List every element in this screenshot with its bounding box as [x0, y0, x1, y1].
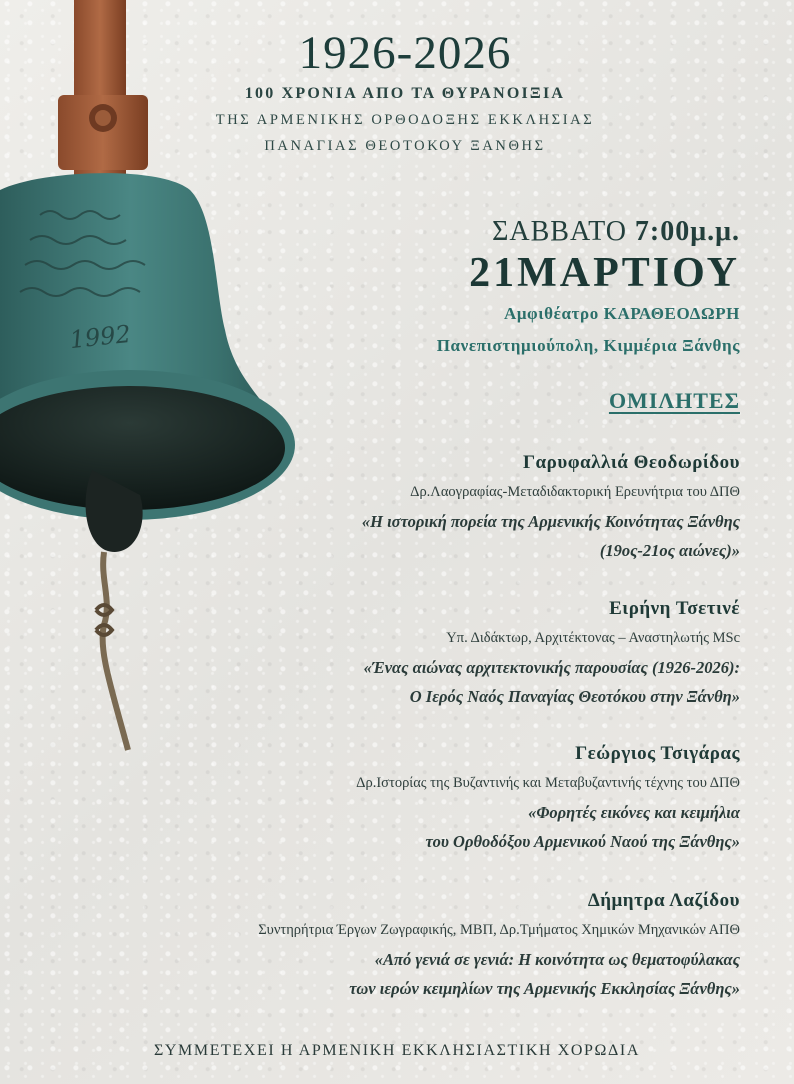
talk-line-1: «Φορητές εικόνες και κειμήλια — [528, 803, 740, 822]
poster-header — [130, 28, 680, 155]
event-day-time — [492, 216, 740, 248]
speaker-role: Υπ. Διδάκτωρ, Αρχιτέκτονας – Αναστηλωτής MSc — [446, 630, 740, 646]
speakers-heading: ΟΜΙΛΗΤΕΣ — [608, 388, 740, 413]
anniversary-years: 1926-2026 — [298, 27, 512, 79]
header-line-1: 100 ΧΡΟΝΙΑ ΑΠΟ ΤΑ ΘΥΡΑΝΟΙΞΙΑ — [244, 85, 566, 102]
speaker-name: Ειρήνη Τσετινέ — [609, 598, 740, 619]
speaker-name: Δήμητρα Λαζίδου — [587, 890, 740, 911]
header-line-3: ΠΑΝΑΓΙΑΣ ΘΕΟΤΟΚΟΥ ΞΑΝΘΗΣ — [264, 138, 546, 154]
talk-line-2: (19ος-21ος αιώνες)» — [599, 541, 740, 560]
talk-line-2: του Ορθοδόξου Αρμενικού Ναού της Ξάνθης» — [425, 832, 740, 851]
talk-line-1: «Η ιστορική πορεία της Αρμενικής Κοινότητας Ξάνθης — [361, 512, 740, 531]
speaker-role: Δρ.Λαογραφίας-Μεταδιδακτορική Ερευνήτρια του ΔΠΘ — [410, 484, 740, 500]
speaker-block — [100, 598, 740, 711]
speaker-block — [100, 743, 740, 856]
event-date: 21ΜΑΡΤΙΟΥ — [469, 250, 740, 296]
talk-title — [100, 653, 740, 711]
talk-title — [100, 945, 740, 1003]
choir-footer: ΣΥΜΜΕΤΕΧΕΙ Η ΑΡΜΕΝΙΚΗ ΕΚΚΛΗΣΙΑΣΤΙΚΗ ΧΟΡΩΔΙΑ — [153, 1042, 641, 1059]
speaker-role: Συντηρήτρια Έργων Ζωγραφικής, ΜΒΠ, Δρ.Τμήματος Χημικών Μηχανικών ΑΠΘ — [258, 922, 740, 938]
header-line-2: ΤΗΣ ΑΡΜΕΝΙΚΗΣ ΟΡΘΟΔΟΞΗΣ ΕΚΚΛΗΣΙΑΣ — [215, 112, 595, 128]
speaker-name: Γεώργιος Τσιγάρας — [575, 743, 740, 764]
talk-line-1: «Από γενιά σε γενιά: Η κοινότητα ως θεματοφύλακας — [374, 950, 740, 969]
event-time: 7:00μ.μ. — [634, 216, 740, 247]
talk-title — [100, 507, 740, 565]
event-day: ΣΑΒΒΑΤΟ — [492, 216, 627, 247]
speaker-block — [100, 452, 740, 565]
event-location: Πανεπιστημιούπολη, Κιμμέρια Ξάνθης — [436, 336, 740, 355]
speaker-name: Γαρυφαλλιά Θεοδωρίδου — [522, 452, 740, 473]
talk-line-1: «Ένας αιώνας αρχιτεκτονικής παρουσίας (1926-2026): — [363, 658, 740, 677]
talk-title — [100, 798, 740, 856]
speaker-block — [100, 890, 740, 1003]
event-venue: Αμφιθέατρο ΚΑΡΑΘΕΟΔΩΡΗ — [503, 304, 740, 323]
talk-line-2: των ιερών κειμηλίων της Αρμενικής Εκκλησίας Ξάνθης» — [349, 979, 740, 998]
talk-line-2: Ο Ιερός Ναός Παναγίας Θεοτόκου στην Ξάνθη» — [409, 687, 740, 706]
svg-text:1992: 1992 — [68, 319, 133, 355]
speaker-role: Δρ.Ιστορίας της Βυζαντινής και Μεταβυζαντινής τέχνης του ΔΠΘ — [356, 775, 740, 791]
